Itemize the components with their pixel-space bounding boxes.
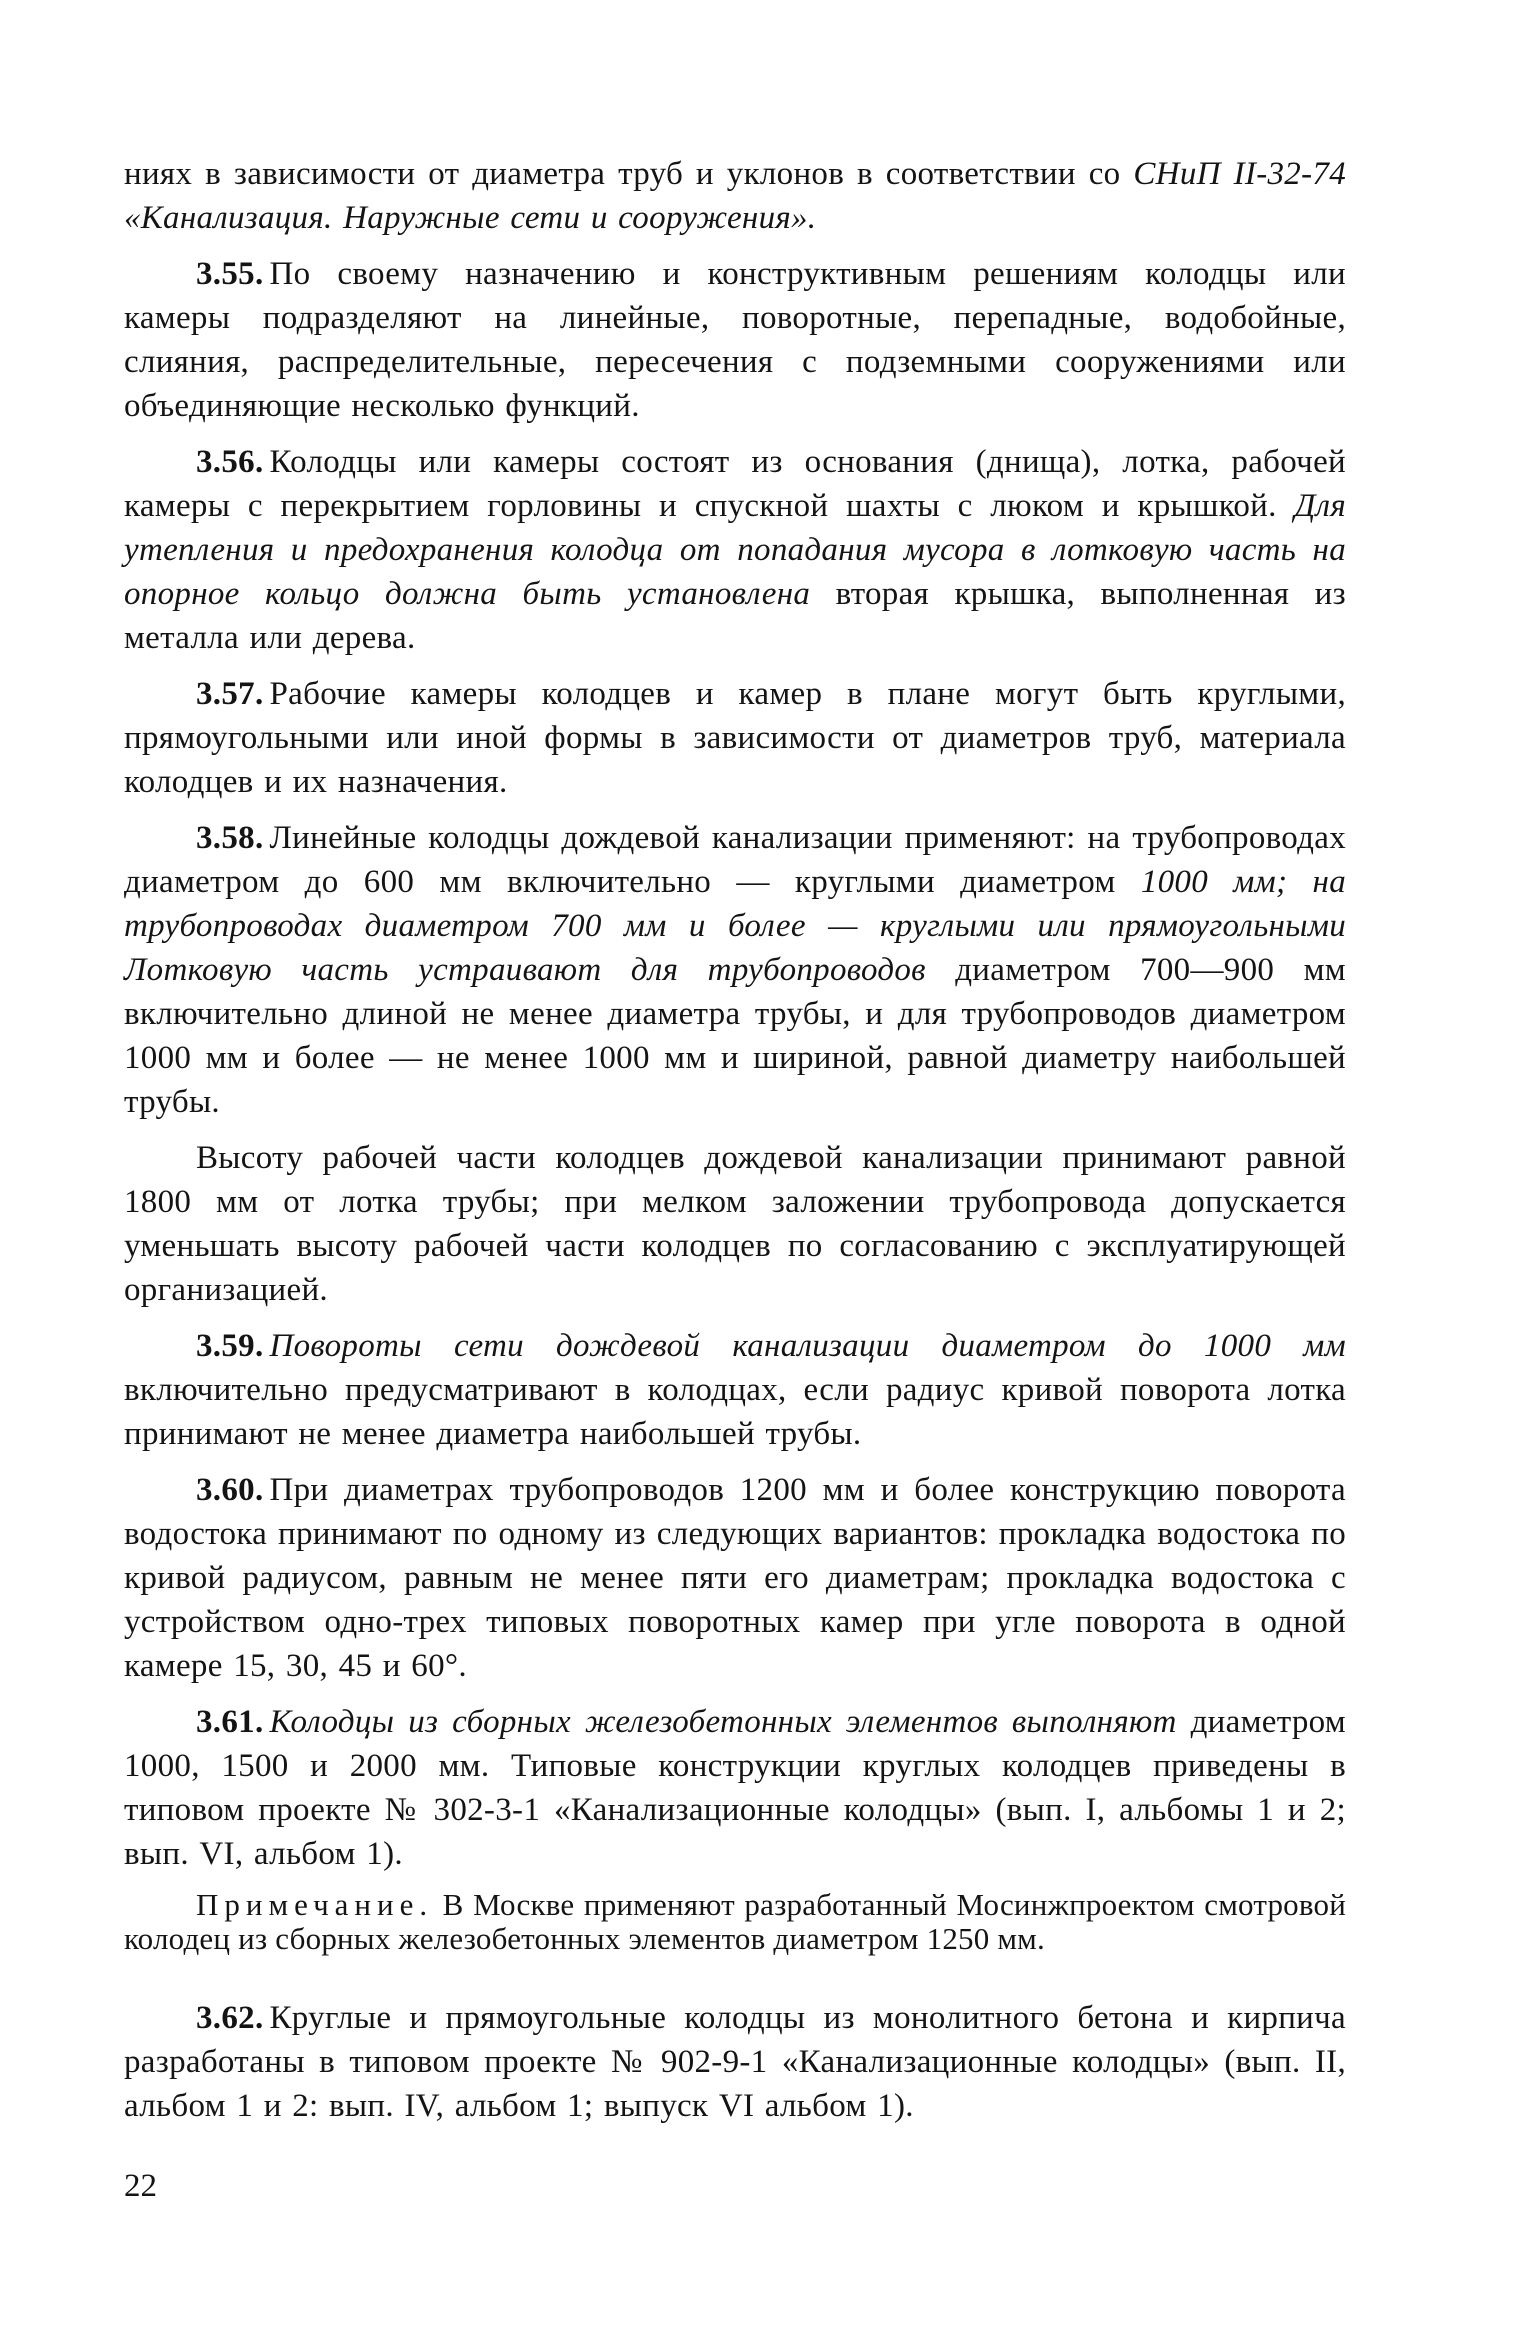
paragraph-3-58-continued [124,1136,1346,1312]
paragraph-text: Круглые и прямоугольные колодцы из монолитного бетона и кирпича разработаны в типовом проекте № 902-9-1 «Канализационные колодцы» (вып. II, альбом 1 и 2: вып. IV, альбом 1; выпуск VI альбом 1). [124,2000,1346,2124]
page-number: 22 [124,2168,157,2204]
paragraph-3-62 [124,1996,1346,2128]
note-label: Примечание. [196,1887,434,1922]
clause-number: 3.58. [196,820,264,856]
snip-reference: СНиП II-32-74 «Канализация. Наружные сети и сооружения». [124,156,1346,236]
clause-number: 3.59. [196,1328,264,1364]
paragraph-continuation [124,152,1346,240]
paragraph-italic-text: Повороты сети дождевой канализации диаметром до 1000 мм [269,1328,1346,1364]
paragraph-text-end: диаметром 700—900 мм включительно длиной не менее диаметра трубы, и для трубопроводов диаметром 1000 мм и более — не менее 1000 мм и шириной, равной диаметру наибольшей трубы. [124,952,1346,1120]
clause-number: 3.60. [196,1472,264,1508]
paragraph-text: Колодцы или камеры состоят из основания (днища), лотка, рабочей камеры с перекрытием горловины и спускной шахты с люком и крышкой. [124,444,1346,524]
paragraph-3-60 [124,1468,1346,1688]
clause-number: 3.55. [196,256,264,292]
clause-number: 3.61. [196,1704,264,1740]
paragraph-3-56 [124,440,1346,660]
paragraph-text: По своему назначению и конструктивным решениям колодцы или камеры подразделяют на линейные, поворотные, перепадные, водобойные, слияния, распределительные, пересечения с подземными сооружениями или объединяющие несколько функций. [124,256,1346,424]
paragraph-text: Высоту рабочей части колодцев дождевой канализации принимают равной 1800 мм от лотка трубы; при мелком заложении трубопровода допускается уменьшать высоту рабочей части колодцев по согласованию с эксплуатирующей организацией. [124,1140,1346,1308]
paragraph-text: Рабочие камеры колодцев и камер в плане могут быть круглыми, прямоугольными или иной формы в зависимости от диаметров труб, материала колодцев и их назначения. [124,676,1346,800]
paragraph-text: включительно предусматривают в колодцах, если радиус кривой поворота лотка принимают не менее диаметра наибольшей трубы. [124,1372,1346,1452]
clause-number: 3.62. [196,2000,264,2036]
note-text: В Москве применяют разработанный Мосинжпроектом смотровой колодец из сборных железобетонных элементов диаметром 1250 мм. [124,1887,1346,1956]
paragraph-3-59 [124,1324,1346,1456]
note [124,1888,1346,1956]
paragraph-text: ниях в зависимости от диаметра труб и уклонов в соответствии со [124,156,1134,192]
paragraph-italic-text: 1000 мм; на трубопроводах диаметром 700 мм и более — круглыми или прямоугольными Лотковую часть устраивают для трубопроводов [124,864,1346,988]
clause-number: 3.57. [196,676,264,712]
paragraph-italic-text: Колодцы из сборных железобетонных элементов выполняют [269,1704,1177,1740]
paragraph-3-55 [124,252,1346,428]
page-body [124,152,1346,2140]
paragraph-3-58 [124,816,1346,1124]
paragraph-text: диаметром 1000, 1500 и 2000 мм. Типовые конструкции круглых колодцев приведены в типовом проекте № 302-3-1 «Канализационные колодцы» (вып. I, альбомы 1 и 2; вып. VI, альбом 1). [124,1704,1346,1872]
paragraph-3-57 [124,672,1346,804]
paragraph-italic-text: Для утепления и предохранения колодца от попадания мусора в лотковую часть на опорное кольцо должна быть установлена [124,488,1346,612]
paragraph-3-61 [124,1700,1346,1876]
paragraph-text: Линейные колодцы дождевой канализации применяют: на трубопроводах диаметром до 600 мм включительно — круглыми диаметром [124,820,1346,900]
paragraph-text: При диаметрах трубопроводов 1200 мм и более конструкцию поворота водостока принимают по одному из следующих вариантов: прокладка водостока по кривой радиусом, равным не менее пяти его диаметрам; прокладка водостока с устройством одно-трех типовых поворотных камер при угле поворота в одной камере 15, 30, 45 и 60°. [124,1472,1346,1684]
paragraph-text-end: вторая крышка, выполненная из металла или дерева. [124,576,1346,656]
clause-number: 3.56. [196,444,264,480]
